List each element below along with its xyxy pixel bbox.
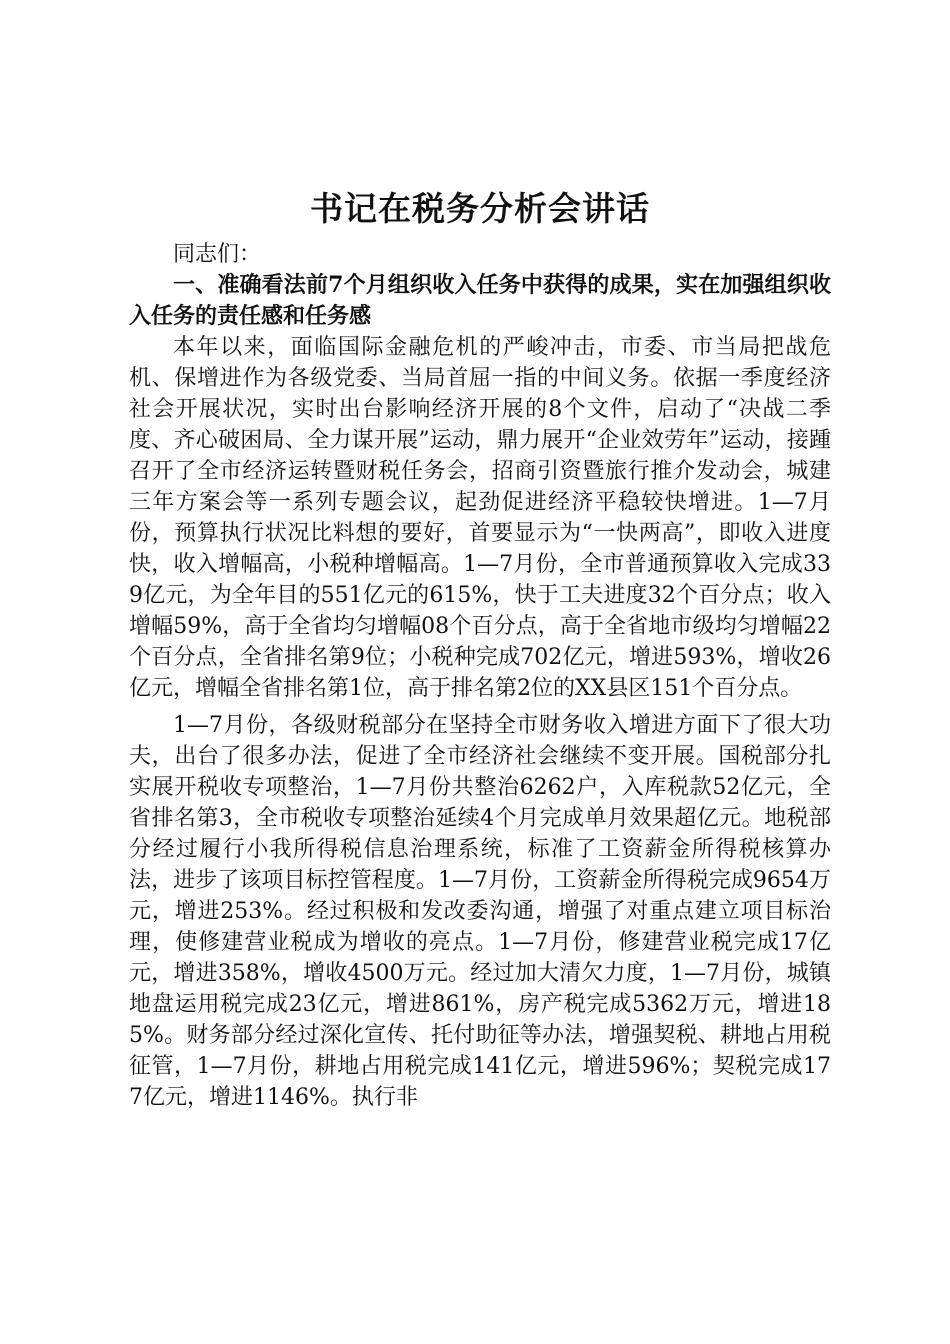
greeting: 同志们： — [173, 242, 262, 267]
paragraph-1: 本年以来，面临国际金融危机的严峻冲击，市委、市当局把战危机、保增进作为各级党委、当局首屈一指的中间义务。依据一季度经济社会开展状况，实时出台影响经济开展的8个文件，启动了“决战二季度、齐心破困局、全力谋开展”运动，鼎力展开“企业效劳年”运动，接踵召开了全市经济运转暨财税任务会，招商引资暨旅行推介发动会，城建三年方案会等一系列专题会议，起劲促进经济平稳较快增进。1—7月份，预算执行状况比料想的要好，首要显示为“一快两高”，即收入进度快，收入增幅高，小税种增幅高。1—7月份，全市普通预算收入完成339亿元，为全年目的551亿元的615%，快于工夫进度32个百分点；收入增幅59%，高于全省均匀增幅08个百分点，高于全省地市级均匀增幅22个百分点，全省排名第9位；小税种完成702亿元，增进593%，增收26亿元，增幅全省排名第1位，高于排名第2位的XX县区151个百分点。 — [129, 335, 831, 701]
paragraph-2: 1—7月份，各级财税部分在坚持全市财务收入增进方面下了很大功夫，出台了很多办法，促进了全市经济社会继续不变开展。国税部分扎实展开税收专项整治，1—7月份共整治6262户，入库税款52亿元，全省排名第3，全市税收专项整治延续4个月完成单月效果超亿元。地税部分经过履行小我所得税信息治理系统，标准了工资薪金所得税核算办法，进步了该项目标控管程度。1—7月份，工资薪金所得税完成9654万元，增进253%。经过积极和发改委沟通，增强了对重点建立项目标治理，使修建营业税成为增收的亮点。1—7月份，修建营业税完成17亿元，增进358%，增收4500万元。经过加大清欠力度，1—7月份，城镇地盘运用税完成23亿元，增进861%，房产税完成5362万元，增进185%。财务部分经过深化宣传、托付助征等办法，增强契税、耕地占用税征管，1—7月份，耕地占用税完成141亿元，增进596%；契税完成177亿元，增进1146%。执行非 — [129, 713, 831, 1110]
section-heading: 一、准确看法前7个月组织收入任务中获得的成果，实在加强组织收入任务的责任感和任务感 — [129, 272, 831, 329]
document-page — [129, 185, 831, 1119]
document-title: 书记在税务分析会讲话 — [310, 189, 650, 228]
